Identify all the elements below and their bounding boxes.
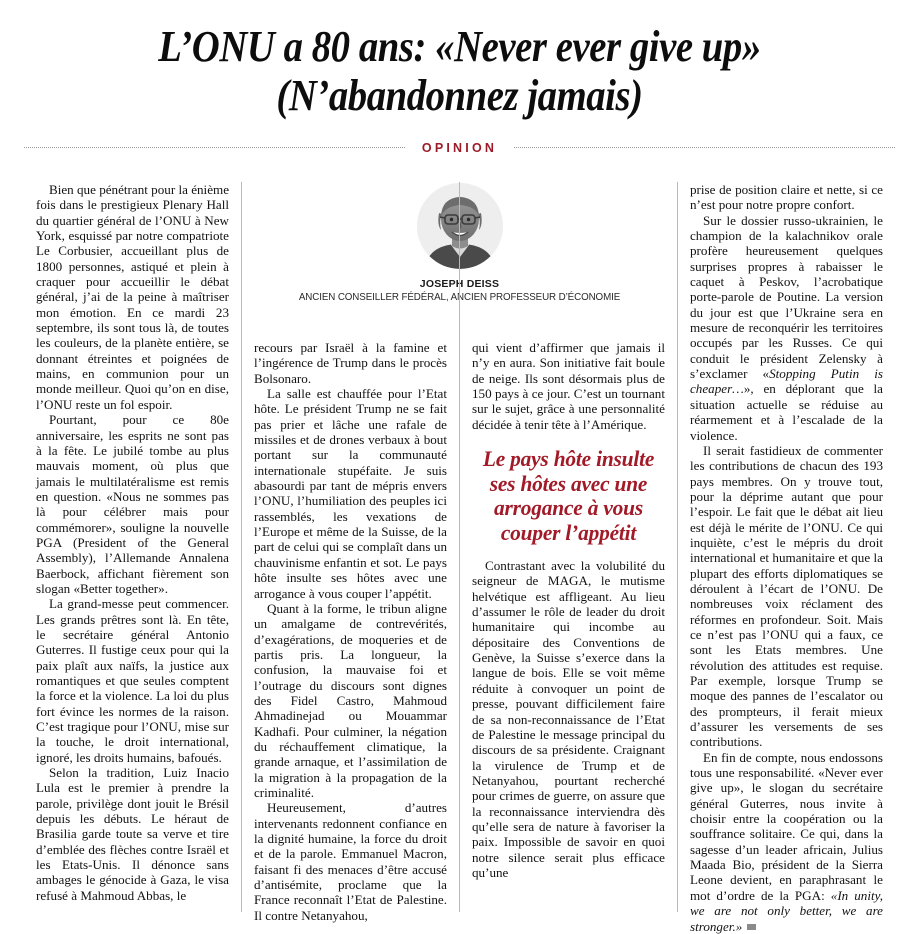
end-of-article-mark [747,924,756,930]
section-label-opinion: OPINION [406,141,513,155]
article-column-2 [241,182,459,923]
paragraph: Pourtant, pour ce 80e anniversaire, les esprits ne sont pas à la fête. Le jubilé tombe au plus mauvais moment, où plus que jamais le multilatéralisme est remis en question. «Nous ne sommes pas là pour célébrer mais pour commémorer», souligne la nouvelle PGA (President of the General Assembly), l’Allemande Annalena Baerbock, affichant fièrement son slogan «Better together». [36,412,229,596]
page-title [76,0,842,121]
paragraph: Il serait fastidieux de commenter les contributions de chacun des 193 pays membres. On y trouve tout, pour la déprime autant que pour l’espoir. Le fait que le débat ait lieu est déjà le mérite de l’ONU. Ce qui inquiète, c’est le mépris du droit international et humanitaire et que la plupart des efforts diplomatiques se déroulent à l’écart de l’ONU. De nombreuses voix réclament des réformes en profondeur. Soit. Mais ce n’est pas l’ONU qui a faux, ce sont les Etats membres. Une révolution des attitudes est requise. Par exemple, lorsque Trump se moque des pannes de l’escalator ou des prompteurs, il ferait mieux d’assurer les versements de ses contributions. [690,442,883,750]
author-area-spacer [472,182,665,340]
quoted-phrase: Stopping Putin is cheaper… [690,366,883,397]
paragraph: prise de position claire et nette, si ce n’est pour notre propre confort. [690,182,883,213]
headline-line-2: (N’abandonnez jamais) [276,71,643,121]
paragraph: Quant à la forme, le tribun aligne un amalgame de contrevérités, d’exagérations, de moqueries et de partis pris. La longueur, la confusion, la mauvaise foi et l’outrage du discours sont dignes des Fidel Castro, Mahmoud Ahmadinejad ou Mouammar Kadhafi. Pour culminer, la négation du réchauffement climatique, la grande arnaque, et l’assimilation de la migration à la propagation de la criminalité. [254,600,447,800]
author-role: ANCIEN CONSEILLER FÉDÉRAL, ANCIEN PROFESSEUR D’ÉCONOMIE [298,292,621,303]
paragraph: La grand-messe peut commencer. Les grands prêtres sont là. En tête, le secrétaire général Antonio Guterres. Il fustige ceux pour qui la paix plaît aux naïfs, la justice aux romantiques et que seules comptent la force et la violence. La loi du plus fort évince les normes de la raison. C’est tragique pour l’ONU, mise sur la touche, le droit international, ignoré, les droits humains, bafoués. [36,596,229,765]
paragraph [690,213,883,443]
headline-line-1: L’ONU a 80 ans: «Never ever give up» [158,22,761,71]
kicker-container [0,139,919,157]
paragraph: qui vient d’affirmer que jamais il n’y en aura. Son initiative fait boule de neige. Ils sont désormais plus de 150 pays à ce jour. C’est un tournant sur le sujet, grâce à une personnalité décidée à tenir tête à l’Amérique. [472,340,665,432]
article-columns [24,182,895,934]
paragraph: Contrastant avec la volubilité du seigneur de MAGA, le mutisme helvétique est affligeant. Au lieu d’assumer le rôle de leader du droit humanitaire qui incombe au dépositaire des Conventions de Genève, la Suisse s’exerce dans la langue de bois. Elle se voit même réduite à convoquer un point de presse, pouvant difficilement faire de sa non-reconnaissance de l’Etat de Palestine le message principal du discours de sa présidente. Craignant la virulence de Trump et de Netanyahou, pourtant recherché pour crimes de guerre, on assure que la reconnaissance interviendra dès qu’elle sera de nature à favoriser la paix. Impossible de savoir en quoi notre silence serait plus efficace qu’une [472,558,665,880]
closing-quote: «In unity, we are not only better, we are stronger.» [690,887,883,934]
article-column-3 [459,182,677,912]
article-column-4 [677,182,895,934]
article-column-1 [24,182,241,912]
author-area-spacer [254,182,447,340]
author-name: JOSEPH DEISS [419,278,500,290]
paragraph: Selon la tradition, Luiz Inacio Lula est le premier à prendre la parole, privilège dont jouit le Brésil depuis les débuts. Le héraut de Brasilia garde toute sa verve et tire d’emblée des flèches contre Israël et les Etats-Unis. Il dénonce sans ambages le génocide à Gaza, le visa refusé à Mahmoud Abbas, le [36,765,229,903]
paragraph: recours par Israël à la famine et l’ingérence de Trump dans le procès Bolsonaro. [254,340,447,386]
paragraph [690,750,883,934]
pull-quote: Le pays hôte insulte ses hôtes avec une arrogance à vous couper l’appétit [482,446,655,545]
paragraph-text: Sur le dossier russo-ukrainien, le champion de la kalachnikov orale profère heureusement quelques surprises propres à rabaisser le caquet à Peskov, l’acrobatique porte-parole de Poutine. La version du jour est que l’Ukraine sera en mesure de reconquérir les territoires occupés par les Russes. Ce qui conduit le président Zelensky à s’exclamer « [690,212,883,382]
paragraph: Bien que pénétrant pour la énième fois dans le prestigieux Plenary Hall du quartier général de l’ONU à New York, esquissé par notre compatriote Le Corbusier, accueillant plus de 1800 personnes, astiqué et plein à craquer pour accueillir le débat général, j’ai de la peine à maîtriser mon émotion. En ce mardi 23 septembre, ils sont tous là, de toutes les couleurs, de la planète entière, se donnant étreintes et poignées de mains, en communion pour un monde meilleur. Quoi qu’on en dise, l’ONU reste un fol espoir. [36,182,229,412]
paragraph: La salle est chauffée pour l’Etat hôte. Le président Trump ne se fait pas prier et lâche une rafale de missiles et de drones verbaux à bout portant sur la communauté internationale stupéfaite. Je suis abasourdi par tant de mépris envers l’ONU, l’humiliation des peuples ici rassemblés, les vexations de l’Europe et même de la Suisse, de la part de celui qui se complaît dans un chauvinisme enfantin et sot. Le pays hôte insulte ses hôtes avec une arrogance à vous couper l’appétit. [254,386,447,601]
headline-divider [24,147,895,148]
paragraph-text: En fin de compte, nous endossons tous une responsabilité. «Never ever give up», le slogan du secrétaire général Guterres, nous invite à choisir entre la coopération ou la souffrance solitaire. Ce qui, dans la sagesse d’un leader africain, Julius Maada Bio, président de la Sierra Leone devient, en paraphrasant le mot d’ordre de la PGA: [690,749,883,903]
paragraph-text: », en déplorant que la situation actuelle se réduise au réarmement et à l’escalade de la violence. [690,381,883,443]
paragraph: Heureusement, d’autres intervenants redonnent confiance en la dignité humaine, la force du droit et de la parole. Emmanuel Macron, faisant fi des menaces d’être accusé d’antisémite, proclame que la France reconnaît l’Etat de Palestine. Il contre Netanyahou, [254,800,447,923]
